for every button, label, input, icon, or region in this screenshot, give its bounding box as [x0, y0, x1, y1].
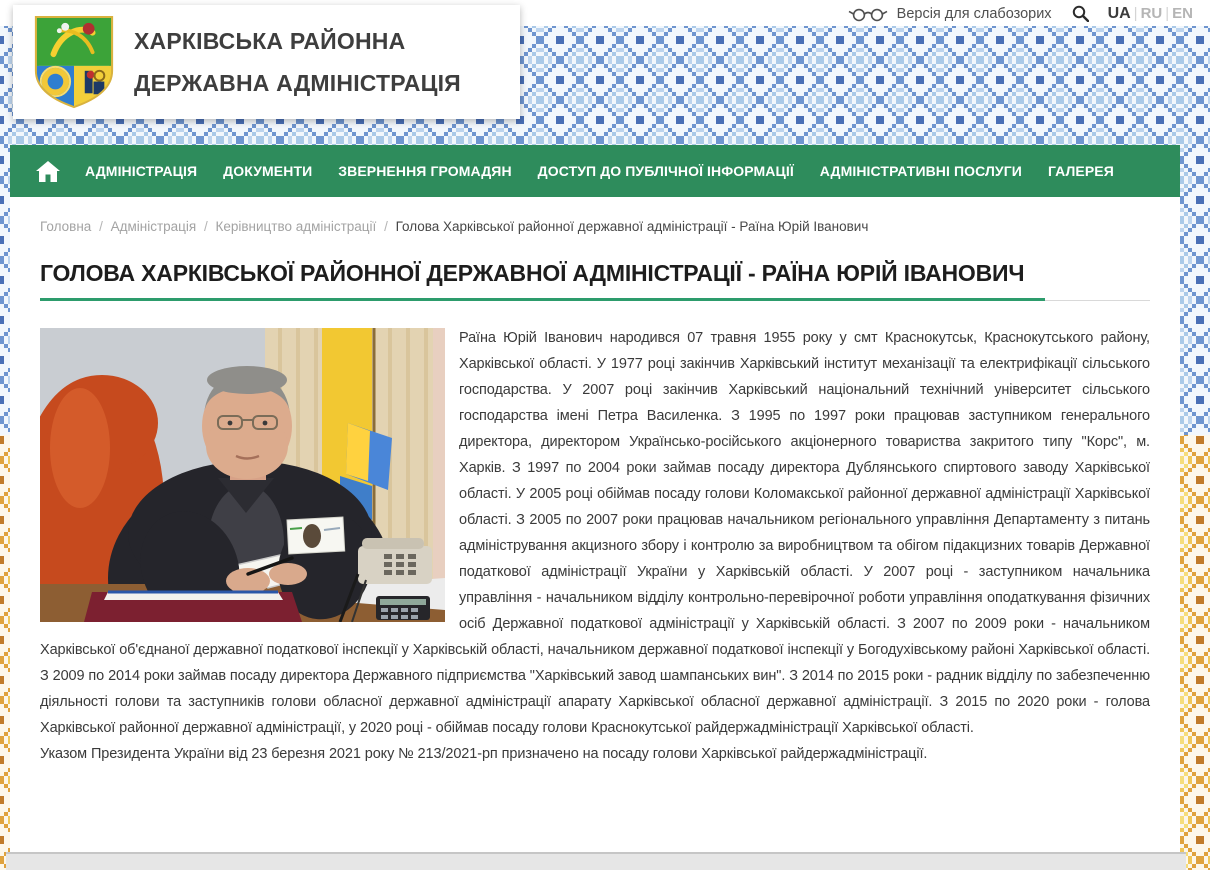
breadcrumb-home[interactable]: Головна [40, 219, 92, 234]
nav-item-administration[interactable]: АДМІНІСТРАЦІЯ [85, 163, 198, 179]
page-title: ГОЛОВА ХАРКІВСЬКОЇ РАЙОННОЇ ДЕРЖАВНОЇ АДМІНІСТРАЦІЇ - РАЇНА ЮРІЙ ІВАНОВИЧ [40, 260, 1025, 286]
lang-ru[interactable]: RU [1140, 5, 1163, 22]
breadcrumb-separator: / [99, 219, 103, 234]
breadcrumb-leadership[interactable]: Керівництво адміністрації [215, 219, 377, 234]
site-title-line1: ХАРКІВСЬКА РАЙОННА [134, 28, 406, 54]
topbar [848, 0, 1196, 27]
portrait-photo [40, 328, 445, 622]
lang-en[interactable]: EN [1172, 5, 1193, 22]
breadcrumb-current: Голова Харківської районної державної адміністрації - Раїна Юрій Іванович [395, 219, 869, 234]
biography-paragraph-1: Раїна Юрій Іванович народився 07 травня 1955 року у смт Краснокутськ, Краснокутського району, Харківської області. У 1977 році закінчив Харківський інститут механізації та електрифікації сільського господарства. У 2007 році закінчив Харківський національний технічний університет сільського господарства імені Петра Василенка. З 1995 по 1997 роки працював заступником генерального директора, директором Українсько-російського акціонерного товариства закритого типу "Корс", м. Харків. З 1997 по 2004 роки займав посаду директора Дублянського спиртового заводу Харківської області. У 2005 році обіймав посаду голови Коломакської районної державної адміністрації Харківської області. З 2005 по 2007 роки працював начальником регіонального управління Департаменту з питань адміністрування акцизного збору і контролю за виробництвом та обігом підакцизних товарів Державної податкової адміністрації України у Харківській області. У 2007 році - заступником начальника управління - начальником відділу контрольно-перевірочної роботи управління оподаткування фізичних осіб Державної податкової адміністрації у Харківській області. З 2007 по 2009 роки - начальником Харківської об'єднаної державної податкової інспекції у Харківській області, начальником державної податкової інспекції у Богодухівському районі Харківської області. З 2009 по 2014 роки займав посаду директора Державного підприємства "Харківський завод шампанських вин". З 2014 по 2015 роки - радник відділу по забезпеченню діяльності голови та заступників голови обласної державної адміністрації апарату Харківської обласної державної адміністрації. З 2015 по 2020 роки - голова Харківської районної державної адміністрації, у 2020 році - обіймав посаду голови Краснокутської райдержадміністрації Харківської області. [40, 330, 1150, 736]
main-nav [10, 145, 1180, 197]
biography-paragraph-2: Указом Президента України від 23 березня 2021 року № 213/2021-рп призначено на посаду голови Харківської райдержадміністрації. [40, 746, 928, 762]
site-title-line2: ДЕРЖАВНА АДМІНІСТРАЦІЯ [134, 70, 461, 96]
breadcrumb-separator: / [384, 219, 388, 234]
lang-ua[interactable]: UA [1107, 4, 1131, 22]
accessibility-version-link[interactable] [848, 6, 1052, 22]
title-underline [40, 298, 1150, 301]
language-switcher [1105, 5, 1196, 23]
site-title [134, 20, 461, 104]
site-logo-card[interactable] [13, 5, 520, 119]
nav-item-administrative-services[interactable]: АДМІНІСТРАТИВНІ ПОСЛУГИ [819, 163, 1022, 179]
nav-item-citizen-appeals[interactable]: ЗВЕРНЕННЯ ГРОМАДЯН [338, 163, 512, 179]
title-underline-gray [1045, 300, 1150, 301]
search-icon [1072, 5, 1089, 22]
breadcrumb-separator: / [203, 219, 208, 234]
nav-item-documents[interactable]: ДОКУМЕНТИ [223, 163, 313, 179]
nav-home-button[interactable] [24, 145, 72, 197]
glasses-icon [848, 6, 888, 22]
title-underline-green [40, 298, 1045, 301]
breadcrumb-administration[interactable]: Адміністрація [110, 219, 197, 234]
nav-item-public-information[interactable]: ДОСТУП ДО ПУБЛІЧНОЇ ІНФОРМАЦІЇ [537, 163, 794, 179]
lang-separator: | [1165, 5, 1170, 22]
biography-article [40, 325, 1150, 767]
bottom-gray-strip [6, 852, 1186, 870]
nav-item-gallery[interactable]: ГАЛЕРЕЯ [1047, 163, 1114, 179]
accessibility-version-label: Версія для слабозорих [896, 5, 1052, 22]
coat-of-arms-logo [30, 13, 118, 111]
main-content [10, 197, 1180, 852]
lang-separator: | [1133, 5, 1138, 22]
home-icon [36, 161, 60, 182]
breadcrumb [40, 219, 1150, 234]
search-button[interactable] [1072, 5, 1089, 22]
